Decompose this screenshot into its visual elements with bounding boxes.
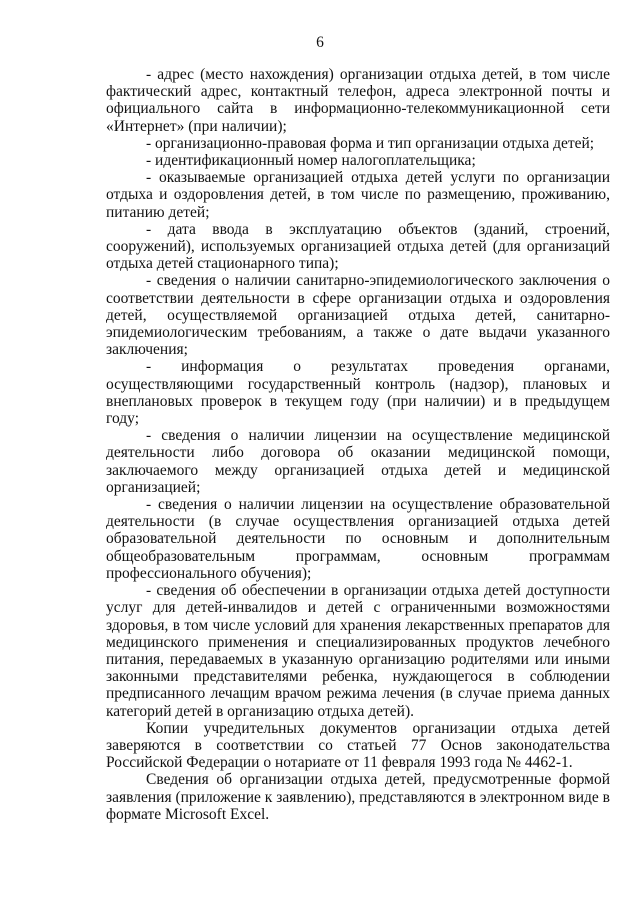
paragraph-medical-license: - сведения о наличии лицензии на осуществление медицинской деятельности либо договора об оказании медицинской помощи, заключаемого между организацией отдыха детей и медицинской организацией; <box>106 427 610 496</box>
paragraph-address: - адрес (место нахождения) организации отдыха детей, в том числе фактический адрес, контактный телефон, адреса электронной почты и официального сайта в информационно-телекоммуникационной сети «Интернет» (при наличии); <box>106 66 610 135</box>
document-body <box>106 66 610 823</box>
paragraph-legal-form: - организационно-правовая форма и тип организации отдыха детей; <box>146 134 595 152</box>
page-number: 6 <box>316 34 324 51</box>
paragraph-sanitary-conclusion: - сведения о наличии санитарно-эпидемиологического заключения о соответствии деятельности в сфере организации отдыха и оздоровления детей, осуществляемой организацией отдыха детей, санитарно-эпидемиологическим требованиям, а также о дате выдачи указанного заключения; <box>106 272 610 359</box>
paragraph-educational-license: - сведения о наличии лицензии на осуществление образовательной деятельности (в случае осуществления организацией отдыха детей образовательной деятельности по основным и дополнительным общеобразовательным программам, основным программам профессионального обучения); <box>106 496 610 582</box>
paragraph-electronic-form: Сведения об организации отдыха детей, предусмотренные формой заявления (приложение к заявлению), представляются в электронном виде в формате Microsoft Excel. <box>106 771 610 823</box>
paragraph-inspections: - информация о результатах проведения органами, осуществляющими государственный контроль (надзор), плановых и внеплановых проверок в текущем году (при наличии) и в предыдущем году; <box>106 358 610 428</box>
paragraph-accessibility: - сведения об обеспечении в организации отдыха детей доступности услуг для детей-инвалидов и детей с ограниченными возможностями здоровья, в том числе условий для хранения лекарственных препаратов для медицинского применения и специализированных продуктов лечебного питания, передаваемых в указанную организацию родителями или иными законными представителями ребенка, нуждающегося в соблюдении предписанного лечащим врачом режима лечения (в случае приема данных категорий детей в организацию отдыха детей). <box>106 582 610 720</box>
paragraph-commissioning-date: - дата ввода в эксплуатацию объектов (зданий, строений, сооружений), используемых организацией отдыха детей (для организаций отдыха детей стационарного типа); <box>106 220 610 273</box>
paragraph-copies-certification: Копии учредительных документов организации отдыха детей заверяются в соответствии со статьей 77 Основ законодательства Российской Федерации о нотариате от 11 февраля 1993 года № 4462-1. <box>106 719 610 772</box>
paragraph-tax-id: - идентификационный номер налогоплательщика; <box>146 152 476 170</box>
paragraph-services: - оказываемые организацией отдыха детей услуги по организации отдыха и оздоровления детей, в том числе по размещению, проживанию, питанию детей; <box>106 169 610 221</box>
